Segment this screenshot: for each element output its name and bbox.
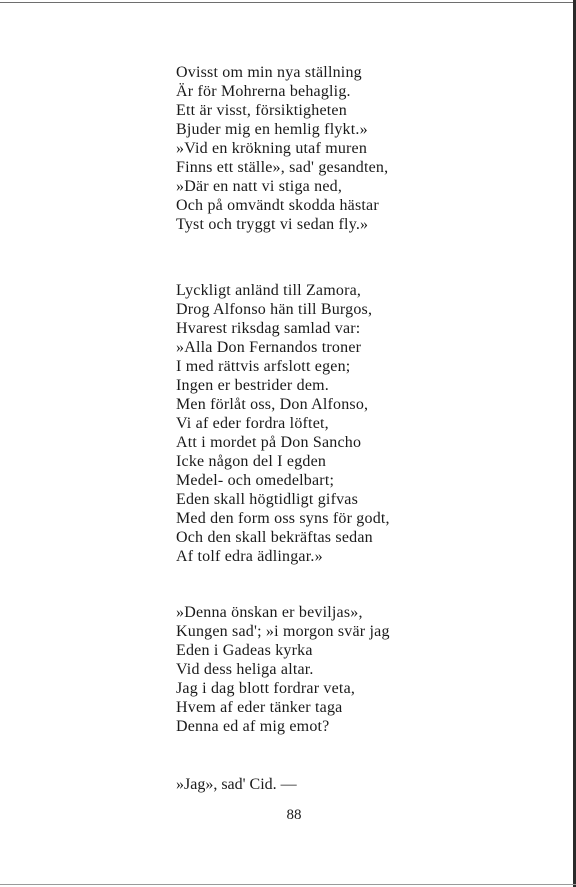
verse-line: Vi af eder fordra löftet,	[176, 415, 329, 432]
verse-line: Tyst och tryggt vi sedan fly.»	[176, 216, 369, 233]
verse-line: Men förlåt oss, Don Alfonso,	[176, 396, 369, 413]
verse-line: Med den form oss syns för godt,	[176, 510, 390, 527]
verse-line: »Denna önskan er beviljas»,	[176, 604, 363, 621]
verse-line: Icke någon del I egden	[176, 453, 327, 470]
verse-line: Och den skall bekräftas sedan	[176, 529, 373, 546]
verse-line: I med rättvis arfslott egen;	[176, 358, 351, 375]
verse-line: »Alla Don Fernandos troner	[176, 339, 362, 356]
verse-line: Att i mordet på Don Sancho	[176, 434, 362, 451]
verse-line: Ovisst om min nya ställning	[176, 64, 362, 81]
verse-line: Och på omvändt skodda hästar	[176, 197, 379, 214]
verse-line: Af tolf edra ädlingar.»	[176, 548, 323, 565]
verse-line: Finns ett ställe», sad' gesandten,	[176, 159, 389, 176]
poem-stanza-2	[176, 281, 390, 566]
verse-line: Eden skall högtidligt gifvas	[176, 491, 359, 508]
verse-line: »Där en natt vi stiga ned,	[176, 178, 343, 195]
verse-line: Denna ed af mig emot?	[176, 718, 330, 735]
verse-line: Ingen er bestrider dem.	[176, 377, 329, 394]
verse-line: Är för Mohrerna behaglig.	[176, 83, 351, 100]
verse-line: Kungen sad'; »i morgon svär jag	[176, 623, 390, 640]
verse-line: Bjuder mig en hemlig flykt.»	[176, 121, 368, 138]
scan-top-edge	[0, 2, 576, 3]
verse-line: Ett är visst, försiktigheten	[176, 102, 347, 119]
verse-line: Lyckligt anländ till Zamora,	[176, 282, 362, 299]
closing-verse-line: »Jag», sad' Cid. —	[176, 776, 297, 793]
poem-stanza-1	[176, 63, 388, 234]
verse-line: Vid dess heliga altar.	[176, 661, 314, 678]
verse-line: Hvem af eder tänker taga	[176, 699, 343, 716]
verse-line: Drog Alfonso hän till Burgos,	[176, 301, 373, 318]
poem-stanza-3	[176, 603, 390, 736]
verse-line: Hvarest riksdag samlad var:	[176, 320, 361, 337]
page-number: 88	[286, 807, 302, 823]
verse-line: Eden i Gadeas kyrka	[176, 642, 313, 659]
scan-bottom-edge	[0, 884, 576, 885]
verse-line: »Vid en krökning utaf muren	[176, 140, 368, 157]
verse-line: Jag i dag blott fordrar veta,	[176, 680, 356, 697]
verse-line: Medel- och omedelbart;	[176, 472, 335, 489]
